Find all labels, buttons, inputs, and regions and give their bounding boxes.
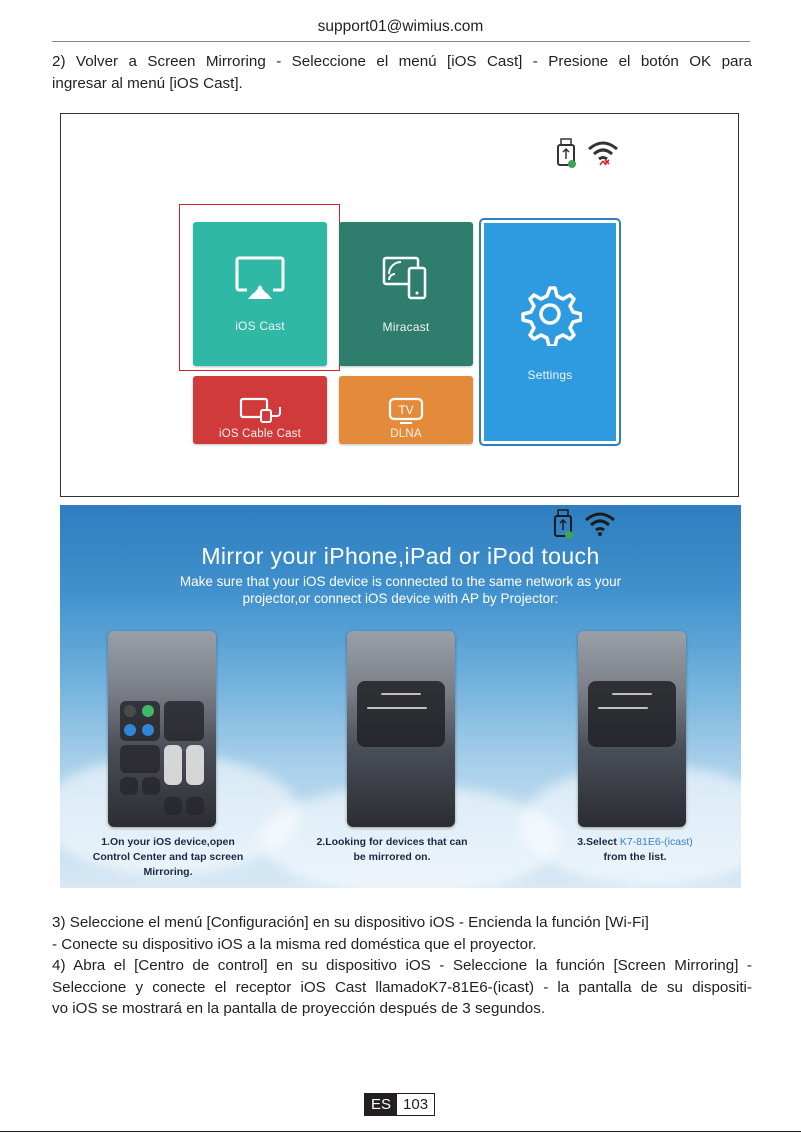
caption-3-prefix: 3.Select (577, 836, 620, 848)
caption-3-device-name: K7-81E6-(icast) (619, 836, 693, 848)
step-2-text (52, 51, 752, 94)
mirror-instructions-figure (60, 505, 741, 888)
ios-cable-cast-tile[interactable] (193, 376, 327, 444)
menu-status-icons (556, 138, 620, 168)
cellular-toggle (142, 705, 154, 717)
step-2-line-2: ingresar al menú [iOS Cast]. (52, 74, 243, 92)
step-3-text (52, 912, 752, 955)
caption-1-line-3: Mirroring. (143, 866, 193, 878)
step-caption-3 (540, 835, 730, 865)
caption-2-line-1: 2.Looking for devices that can (316, 836, 468, 848)
mirror-status-icons (553, 509, 617, 539)
caption-3-line-1 (540, 835, 730, 850)
mirror-subtitle-line-1: Make sure that your iOS device is connected to the same network as your (179, 574, 622, 589)
page-number: 103 (397, 1094, 434, 1115)
step-4-line-1: 4) Abra el [Centro de control] en su dispositivo iOS - Seleccione la función [Screen Mirroring] - (52, 957, 752, 974)
caption-3-line-2: from the list. (603, 851, 667, 863)
step-3-line-2: - Conecte su dispositivo iOS a la misma red doméstica que el proyector. (52, 935, 537, 953)
mirroring-dialog (588, 681, 676, 747)
wifi-disconnected-icon (586, 138, 620, 168)
dialog-title-bar (381, 693, 421, 695)
airplay-icon (233, 255, 287, 301)
cable-cast-icon (235, 396, 285, 426)
caption-2-line-2: be mirrored on. (353, 851, 431, 863)
dialog-line (367, 707, 427, 709)
usb-drive-icon (553, 509, 573, 539)
step-4-text (52, 955, 752, 1020)
page-footer (364, 1093, 435, 1116)
ios-cast-label: iOS Cast (235, 319, 285, 333)
header-email: support01@wimius.com (317, 18, 484, 35)
mirror-subtitle-line-2: projector,or connect iOS device with AP by Projector: (242, 591, 559, 606)
language-badge: ES (365, 1094, 397, 1115)
settings-label: Settings (527, 368, 573, 382)
usb-drive-icon (556, 138, 576, 168)
tv-icon-text: TV (398, 403, 414, 417)
camera-tile (186, 797, 204, 815)
mirror-title: Mirror your iPhone,iPad or iPod touch (201, 543, 600, 569)
dlna-label: DLNA (390, 428, 422, 440)
brightness-slider (164, 745, 182, 785)
gear-icon (518, 282, 582, 346)
tv-icon (386, 396, 426, 426)
projector-menu-figure (60, 113, 739, 497)
bottom-divider (0, 1131, 801, 1132)
step-3-line-1: 3) Seleccione el menú [Configuración] en su dispositivo iOS - Encienda la función [Wi-Fi] (52, 914, 649, 931)
music-tile (164, 701, 204, 741)
flashlight-tile (120, 777, 138, 795)
step-caption-2 (292, 835, 492, 865)
device-entry-bar (598, 707, 648, 709)
step-2-line-1: 2) Volver a Screen Mirroring - Seleccione el menú [iOS Cast] - Presione el botón OK para (52, 53, 752, 70)
step-4-line-3: vo iOS se mostrará en la pantalla de proyección después de 3 segundos. (52, 1000, 546, 1017)
wifi-icon (583, 509, 617, 539)
ios-cable-cast-label: iOS Cable Cast (218, 428, 302, 440)
miracast-tile[interactable] (339, 222, 473, 366)
miracast-label: Miracast (382, 320, 430, 334)
volume-slider (186, 745, 204, 785)
miracast-icon (379, 254, 433, 302)
phone-looking-devices (347, 631, 455, 827)
mirroring-dialog (357, 681, 445, 747)
mirror-subtitle (100, 573, 701, 607)
phone-select-device (578, 631, 686, 827)
timer-tile (142, 777, 160, 795)
header-divider (52, 41, 750, 42)
dlna-tile[interactable] (339, 376, 473, 444)
caption-1-line-2: Control Center and tap screen (92, 851, 244, 863)
calculator-tile (164, 797, 182, 815)
caption-1-line-1: 1.On your iOS device,open (101, 836, 235, 848)
screen-mirroring-tile (120, 745, 160, 773)
wifi-toggle (124, 724, 136, 736)
step-caption-1 (78, 835, 258, 880)
bluetooth-toggle (142, 724, 154, 736)
step-4-line-2: Seleccione y conecte el receptor iOS Cast llamadoK7-81E6-(icast) - la pantalla de su dispositi- (52, 978, 752, 996)
airplane-toggle (124, 705, 136, 717)
settings-tile[interactable] (481, 220, 619, 444)
ios-cast-tile[interactable] (193, 222, 327, 366)
dialog-title-bar (612, 693, 652, 695)
phone-control-center (108, 631, 216, 827)
